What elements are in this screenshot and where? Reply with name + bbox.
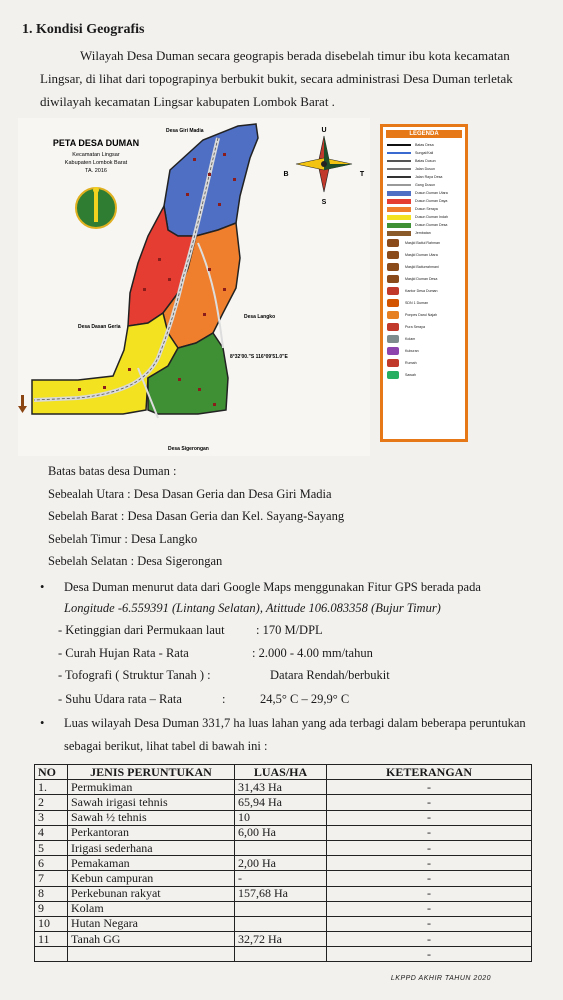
col-luas: LUAS/HA [235, 765, 327, 780]
cell-jenis [68, 947, 235, 962]
boundary-list [48, 460, 344, 573]
cell-no: 4 [35, 825, 68, 840]
cell-jenis: Kolam [68, 901, 235, 916]
legend-item [387, 181, 461, 189]
legend-swatch [387, 168, 411, 170]
boundary-south: Sebelah Selatan : Desa Sigerongan [48, 554, 223, 568]
neighbor-south: Desa Sigerongan [168, 446, 209, 452]
fact-temperature-value: 24,5° C – 29,9° C [260, 692, 350, 706]
legend-swatch [387, 199, 411, 204]
intro-text: Wilayah Desa Duman secara geograpis berada disebelah timur ibu kota kecamatan Lingsar, di lihat dari topograpinya berbukit bukit, secara administrasi Desa Duman terletak diwilayah kecamatan Lingsar kabupaten Lombok Barat . [40, 48, 513, 109]
legend-item [387, 189, 461, 197]
table-row [35, 871, 532, 886]
cell-keterangan: - [327, 856, 532, 871]
cell-jenis: Pemakaman [68, 856, 235, 871]
legend-label: Jembatan [415, 231, 431, 235]
legend-label: SDN 1 Duman [405, 301, 429, 305]
legend-symbol-icon [387, 359, 399, 367]
legend-symbol-icon [387, 311, 399, 319]
cell-no: 2 [35, 795, 68, 810]
cell-jenis: Sawah ½ tehnis [68, 810, 235, 825]
legend-label: Rumah [405, 361, 417, 365]
legend-label: Batas Desa [415, 143, 434, 147]
col-jenis: JENIS PERUNTUKAN [68, 765, 235, 780]
legend-item [387, 229, 461, 237]
legend-item [387, 157, 461, 165]
legend-label: Dusun Seraya [415, 207, 438, 211]
legend-icon-item [387, 237, 461, 249]
table-row [35, 886, 532, 901]
legend-label: Batas Dusun [415, 159, 436, 163]
legend-icon-item [387, 285, 461, 297]
cell-keterangan: - [327, 871, 532, 886]
cell-luas: 32,72 Ha [235, 932, 327, 947]
col-keterangan: KETERANGAN [327, 765, 532, 780]
map-legend [380, 124, 468, 442]
neighbor-east: Desa Langko [244, 314, 276, 320]
legend-title: LEGENDA [386, 130, 462, 138]
cell-no: 3 [35, 810, 68, 825]
legend-symbol-icon [387, 335, 399, 343]
cell-keterangan: - [327, 901, 532, 916]
table-row [35, 856, 532, 871]
table-row [35, 810, 532, 825]
bullet-dot-icon: • [40, 580, 45, 594]
boundary-north: Sebealah Utara : Desa Dasan Geria dan Desa Giri Madia [48, 486, 332, 501]
table-row [35, 840, 532, 855]
fact-topography-value: Datara Rendah/berbukit [270, 668, 390, 682]
legend-icon-item [387, 369, 461, 381]
legend-icon-item [387, 357, 461, 369]
cell-no: 5 [35, 840, 68, 855]
cell-luas: 6,00 Ha [235, 825, 327, 840]
legend-label: Gang Dusun [415, 183, 436, 187]
legend-icon-item [387, 345, 461, 357]
village-map [18, 118, 370, 456]
cell-keterangan: - [327, 780, 532, 795]
table-row [35, 932, 532, 947]
cell-luas: 10 [235, 810, 327, 825]
legend-item [387, 141, 461, 149]
cell-jenis: Kebun campuran [68, 871, 235, 886]
legend-label: Dusun Duman Desa [415, 223, 448, 227]
cell-no: 6 [35, 856, 68, 871]
legend-item [387, 173, 461, 181]
cell-keterangan: - [327, 916, 532, 931]
col-no: NO [35, 765, 68, 780]
cell-jenis: Irigasi sederhana [68, 840, 235, 855]
legend-label: Masjid Baitul Rahman [405, 241, 440, 245]
fact-rainfall-value: : 2.000 - 4.00 mm/tahun [252, 646, 373, 660]
map-drawing [18, 118, 370, 456]
neighbor-north: Desa Giri Madia [166, 128, 204, 134]
fact-rainfall-label: - Curah Hujan Rata - Rata [58, 646, 189, 660]
cell-no: 9 [35, 901, 68, 916]
legend-icon-item [387, 273, 461, 285]
legend-icon-item [387, 297, 461, 309]
cell-no: 8 [35, 886, 68, 901]
cell-no: 11 [35, 932, 68, 947]
cell-luas [235, 840, 327, 855]
fact-topography-label: - Tofografi ( Struktur Tanah ) : [58, 668, 211, 682]
cell-keterangan: - [327, 795, 532, 810]
table-row [35, 901, 532, 916]
legend-item [387, 149, 461, 157]
cell-luas [235, 901, 327, 916]
legend-label: Masjid Duman Desa [405, 277, 438, 281]
legend-label: Ponpes Darul Najah [405, 313, 438, 317]
boundary-heading: Batas batas desa Duman : [48, 464, 177, 478]
legend-swatch [387, 144, 411, 146]
gps-line-1: Desa Duman menurut data dari Google Maps menggunakan Fitur GPS berada pada [64, 580, 481, 594]
fact-temperature-sep: : [222, 692, 226, 706]
compass-e: T [359, 171, 365, 178]
legend-label: Masjid Duman Utara [405, 253, 438, 257]
legend-swatch [387, 223, 411, 228]
legend-symbol-icon [387, 287, 399, 295]
legend-label: Kolam [405, 337, 416, 341]
table-row [35, 916, 532, 931]
legend-icon-item [387, 261, 461, 273]
cell-no: 10 [35, 916, 68, 931]
legend-label: Masjid Baiturrahmani [405, 265, 439, 269]
legend-item [387, 205, 461, 213]
section-title: 1. Kondisi Geografis [22, 22, 145, 37]
table-header-row [35, 765, 532, 780]
land-use-table [34, 764, 532, 962]
legend-symbol-icon [387, 263, 399, 271]
cell-jenis: Tanah GG [68, 932, 235, 947]
map-subtitle-2: Kabupaten Lombok Barat [64, 160, 128, 166]
neighbor-west: Desa Dasan Geria [78, 324, 121, 330]
legend-swatch [387, 207, 411, 212]
cell-jenis: Perkebunan rakyat [68, 886, 235, 901]
cell-luas: 31,43 Ha [235, 780, 327, 795]
legend-icon-item [387, 249, 461, 261]
fact-elevation-label: - Ketinggian dari Permukaan laut [58, 623, 225, 637]
coordinate-label: 8°32'00."S 116°09'51.0"E [230, 354, 288, 360]
legend-swatch [387, 152, 411, 154]
map-subtitle-3: TA. 2016 [85, 168, 107, 174]
legend-item [387, 197, 461, 205]
legend-item [387, 213, 461, 221]
cell-jenis: Sawah irigasi tehnis [68, 795, 235, 810]
legend-label: Pura Seraya [405, 325, 425, 329]
boundary-west: Sebelah Barat : Desa Dasan Geria dan Kel. Sayang-Sayang [48, 509, 345, 523]
table-row [35, 947, 532, 962]
legend-symbol-icon [387, 239, 399, 247]
table-row [35, 795, 532, 810]
legend-icon-item [387, 333, 461, 345]
legend-item [387, 165, 461, 173]
compass-s: S [321, 199, 327, 206]
legend-swatch [387, 231, 411, 236]
area-text: Luas wilayah Desa Duman 331,7 ha luas lahan yang ada terbagi dalam beberapa peruntukan sebagai berikut, lihat tabel di bawah ini : [64, 716, 526, 753]
legend-label: Dusun Duman Utara [415, 191, 448, 195]
cell-no: 7 [35, 871, 68, 886]
compass-w: B [283, 171, 289, 178]
map-subtitle-1: Kecamatan Lingsar [72, 152, 120, 158]
cell-keterangan: - [327, 947, 532, 962]
legend-symbol-icon [387, 371, 399, 379]
cell-jenis: Hutan Negara [68, 916, 235, 931]
cell-keterangan: - [327, 825, 532, 840]
legend-item [387, 221, 461, 229]
table-row [35, 825, 532, 840]
footer-text: LKPPD AKHIR TAHUN 2020 [390, 975, 491, 982]
legend-label: Jalan Dusun [415, 167, 435, 171]
compass-n: U [321, 127, 327, 134]
legend-symbol-icon [387, 347, 399, 355]
gps-line-2: Longitude -6.559391 (Lintang Selatan), Atittude 106.083358 (Bujur Timur) [64, 601, 441, 615]
cell-no: 1. [35, 780, 68, 795]
legend-swatch [387, 176, 411, 178]
cell-jenis: Permukiman [68, 780, 235, 795]
legend-icon-item [387, 321, 461, 333]
boundary-east: Sebelah Timur : Desa Langko [48, 531, 198, 546]
bullet-dot-icon: • [40, 716, 45, 730]
legend-label: Sungai/Kali [415, 151, 434, 155]
legend-swatch [387, 184, 411, 186]
cell-luas: 65,94 Ha [235, 795, 327, 810]
cell-luas [235, 947, 327, 962]
gps-bullet [40, 577, 545, 619]
cell-keterangan: - [327, 932, 532, 947]
legend-label: Kuburan [405, 349, 419, 353]
fact-temperature-label: - Suhu Udara rata – Rata [58, 692, 182, 706]
map-title: PETA DESA DUMAN [52, 138, 140, 148]
cell-luas: - [235, 871, 327, 886]
cell-keterangan: - [327, 810, 532, 825]
table-row [35, 780, 532, 795]
fact-elevation-value: : 170 M/DPL [256, 623, 323, 637]
legend-swatch [387, 215, 411, 220]
legend-symbol-icon [387, 275, 399, 283]
area-bullet [40, 712, 550, 758]
legend-label: Sawah [405, 373, 416, 377]
legend-symbol-icon [387, 251, 399, 259]
cell-jenis: Perkantoran [68, 825, 235, 840]
regency-seal-icon [76, 187, 116, 228]
legend-symbol-icon [387, 323, 399, 331]
legend-swatch [387, 191, 411, 196]
cell-luas: 157,68 Ha [235, 886, 327, 901]
legend-icon-item [387, 309, 461, 321]
legend-label: Jalan Raya Desa [415, 175, 443, 179]
legend-label: Dusun Duman Indah [415, 215, 448, 219]
cell-no [35, 947, 68, 962]
cell-keterangan: - [327, 886, 532, 901]
legend-label: Kantor Desa Duman [405, 289, 438, 293]
cell-keterangan: - [327, 840, 532, 855]
cell-luas: 2,00 Ha [235, 856, 327, 871]
legend-swatch [387, 160, 411, 162]
legend-symbol-icon [387, 299, 399, 307]
cell-luas [235, 916, 327, 931]
legend-label: Dusun Duman Daya [415, 199, 448, 203]
intro-paragraph [40, 44, 540, 113]
